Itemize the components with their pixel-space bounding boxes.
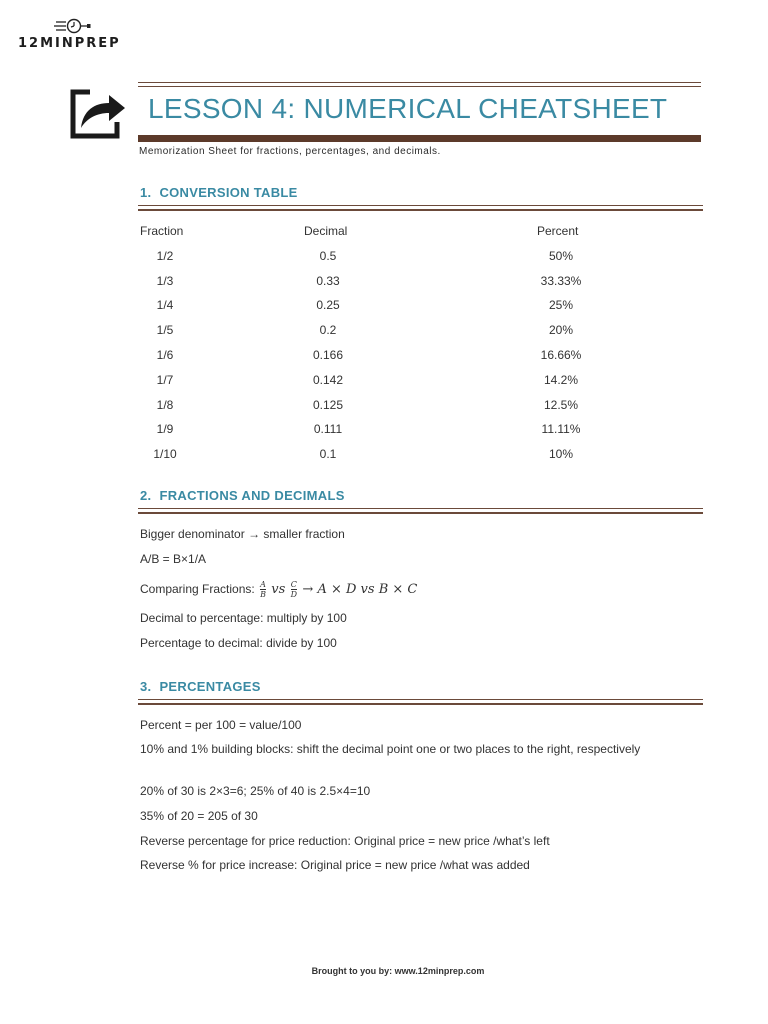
- rule-text: Percentage to decimal: divide by 100: [140, 636, 337, 650]
- title-underline-bar: [138, 135, 701, 142]
- cell-percent: 25%: [548, 298, 574, 313]
- cell-fraction: 1/5: [156, 323, 174, 338]
- table-row: [140, 369, 620, 394]
- table-row: [140, 319, 620, 344]
- section-title: CONVERSION TABLE: [159, 185, 298, 200]
- cell-decimal: 0.25: [316, 298, 340, 313]
- cell-decimal: 0.111: [313, 422, 343, 437]
- cell-percent: 11.11%: [541, 422, 581, 437]
- numerator: A: [260, 580, 266, 590]
- brand-logo: [18, 16, 121, 56]
- cell-decimal: 0.2: [319, 323, 337, 338]
- cell-percent: 14.2%: [543, 372, 579, 387]
- section-number: 3.: [140, 679, 152, 694]
- rule-text: 35% of 20 = 205 of 30: [140, 809, 258, 823]
- section-number: 1.: [140, 185, 152, 200]
- cell-decimal: 0.142: [312, 372, 344, 387]
- numerator: C: [290, 580, 297, 590]
- rule-text: Percent = per 100 = value/100: [140, 718, 302, 732]
- rule-text: Comparing Fractions:: [140, 582, 255, 596]
- cell-percent: 10%: [548, 447, 574, 462]
- cell-decimal: 0.166: [312, 347, 344, 362]
- section-rule: [138, 508, 703, 509]
- cell-fraction: 1/8: [156, 397, 174, 412]
- section-heading-fractions-decimals: [140, 488, 345, 503]
- section-title: PERCENTAGES: [159, 679, 261, 694]
- comparing-fractions-line: [140, 576, 700, 603]
- fraction-c-over-d: [291, 580, 297, 599]
- table-row: [140, 394, 620, 419]
- cell-percent: 50%: [548, 248, 574, 263]
- cell-percent: 16.66%: [540, 347, 582, 362]
- cell-decimal: 0.5: [319, 248, 337, 263]
- table-row: [140, 443, 620, 468]
- table-row: [140, 344, 620, 369]
- rule-text: Bigger denominator → smaller fraction: [140, 527, 345, 541]
- column-header-percent: Percent: [537, 224, 579, 238]
- share-arrow-icon[interactable]: [69, 88, 127, 140]
- section-rule-thick: [138, 703, 703, 705]
- table-row: [140, 245, 620, 270]
- rule-text: Decimal to percentage: multiply by 100: [140, 611, 347, 625]
- section-rule-thick: [138, 209, 703, 211]
- cell-percent: 33.33%: [540, 273, 582, 288]
- column-header-decimal: Decimal: [304, 224, 348, 238]
- page-title: LESSON 4: NUMERICAL CHEATSHEET: [148, 93, 668, 124]
- cell-percent: 12.5%: [543, 397, 579, 412]
- cell-decimal: 0.1: [319, 447, 337, 462]
- footer-credit: Brought to you by: www.12minprep.com: [311, 966, 485, 976]
- cell-decimal: 0.125: [312, 397, 344, 412]
- column-header-fraction: Fraction: [140, 224, 184, 238]
- rule-text: Reverse percentage for price reduction: Original price = new price /what’s left: [140, 834, 550, 848]
- rule-text: Reverse % for price increase: Original price = new price /what was added: [140, 858, 530, 872]
- math-expression: → A × D vs B × C: [302, 582, 418, 597]
- cell-fraction: 1/4: [156, 298, 174, 313]
- cell-fraction: 1/2: [156, 248, 174, 263]
- cell-fraction: 1/7: [156, 372, 174, 387]
- cell-decimal: 0.33: [316, 273, 340, 288]
- logo-mark-icon: [54, 16, 98, 36]
- section-heading-conversion-table: [140, 185, 298, 200]
- logo-text: 12MINPREP: [18, 36, 121, 51]
- section-title: FRACTIONS AND DECIMALS: [159, 488, 345, 503]
- denominator: D: [290, 590, 298, 600]
- cell-fraction: 1/6: [156, 347, 174, 362]
- fraction-a-over-b: [260, 580, 266, 599]
- denominator: B: [260, 590, 266, 600]
- table-row: [140, 294, 620, 319]
- table-row: [140, 270, 620, 295]
- page-subtitle: Memorization Sheet for fractions, percentages, and decimals.: [139, 146, 441, 157]
- cell-fraction: 1/9: [156, 422, 174, 437]
- rule-text: A/B = B×1/A: [140, 552, 207, 566]
- conversion-table: [140, 220, 620, 468]
- rule-text: 10% and 1% building blocks: shift the decimal point one or two places to the right, respectively: [140, 742, 641, 756]
- table-row: [140, 418, 620, 443]
- section-rule: [138, 205, 703, 206]
- cell-fraction: 1/3: [156, 273, 174, 288]
- rule-text: 20% of 30 is 2×3=6; 25% of 40 is 2.5×4=10: [140, 784, 371, 798]
- cell-fraction: 1/10: [153, 447, 177, 462]
- math-vs: vs: [271, 582, 286, 597]
- cell-percent: 20%: [548, 323, 574, 338]
- header-rule-top-second: [138, 86, 701, 87]
- section-heading-percentages: [140, 679, 261, 694]
- header-rule-top: [138, 82, 701, 83]
- section-rule-thick: [138, 512, 703, 514]
- table-header-row: [140, 220, 620, 245]
- section-number: 2.: [140, 488, 152, 503]
- section-rule: [138, 699, 703, 700]
